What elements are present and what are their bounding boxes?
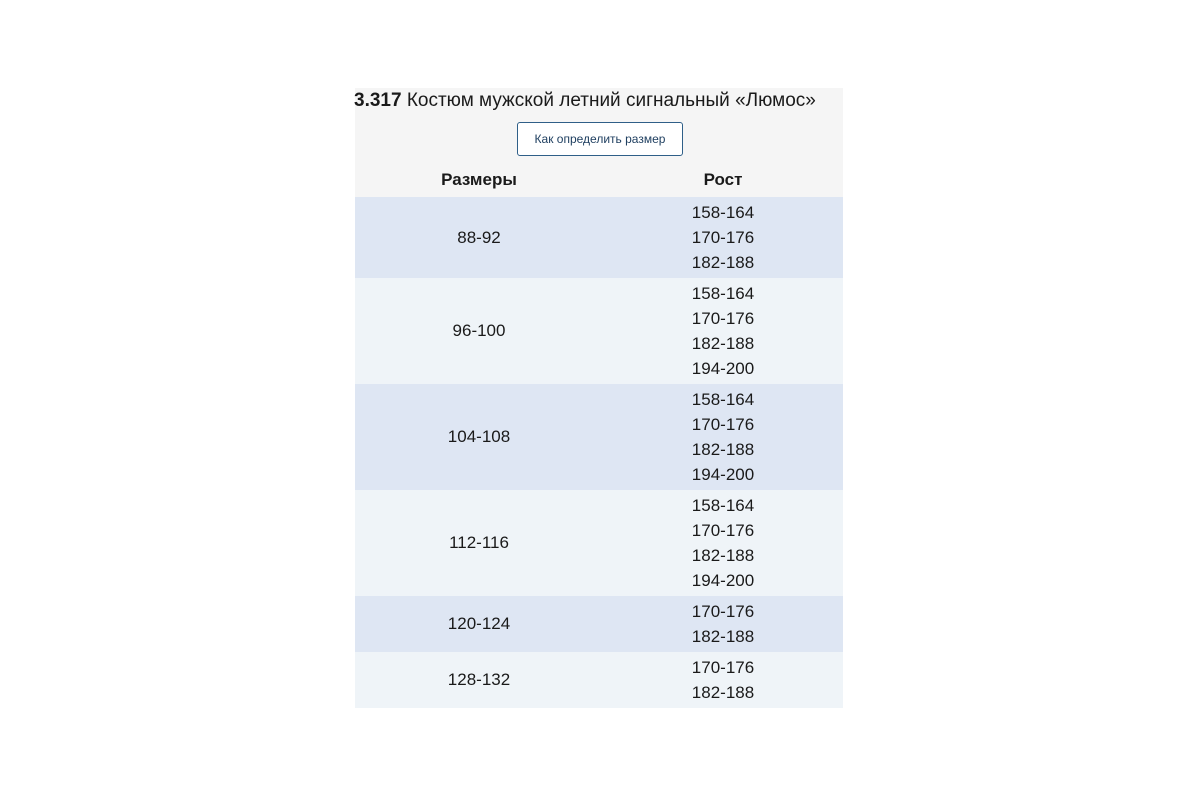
product-name: Костюм мужской летний сигнальный «Люмос»: [406, 90, 816, 111]
height-value: 182-188: [691, 683, 755, 702]
height-value: 170-176: [691, 309, 755, 328]
header-sizes: Размеры: [441, 169, 517, 189]
height-value: 158-164: [691, 496, 755, 515]
size-cell: 112-116: [449, 533, 509, 552]
height-value: 170-176: [691, 521, 755, 540]
height-value: 182-188: [691, 627, 755, 646]
table-header: [355, 162, 843, 197]
size-chart-panel: [355, 88, 843, 708]
height-value: 158-164: [691, 390, 755, 409]
header-height: Рост: [703, 169, 743, 189]
product-code: 3.317: [354, 90, 402, 111]
height-value: 182-188: [691, 253, 755, 272]
height-value: 194-200: [691, 571, 755, 590]
button-row: [355, 116, 843, 162]
product-title: [354, 88, 843, 116]
height-cell: [603, 197, 843, 278]
height-cell: [603, 490, 843, 596]
table-row: [355, 278, 843, 384]
height-value: 170-176: [691, 658, 755, 677]
height-value: 194-200: [691, 359, 755, 378]
table-row: [355, 197, 843, 278]
height-value: 194-200: [691, 465, 755, 484]
height-value: 182-188: [691, 440, 755, 459]
height-value: 170-176: [691, 228, 755, 247]
size-cell: 96-100: [452, 321, 506, 340]
table-row: [355, 384, 843, 490]
table-row: [355, 596, 843, 652]
table-row: [355, 652, 843, 708]
height-value: 182-188: [691, 334, 755, 353]
height-cell: [603, 278, 843, 384]
height-value: 182-188: [691, 546, 755, 565]
size-cell: 120-124: [447, 614, 511, 633]
size-cell: 128-132: [447, 670, 511, 689]
height-value: 158-164: [691, 284, 755, 303]
height-value: 158-164: [691, 203, 755, 222]
height-cell: [603, 384, 843, 490]
height-value: 170-176: [691, 602, 755, 621]
height-cell: [603, 652, 843, 708]
size-cell: 88-92: [457, 227, 501, 247]
height-value: 170-176: [691, 415, 755, 434]
how-to-determine-size-button[interactable]: Как определить размер: [517, 122, 683, 156]
size-cell: 104-108: [447, 427, 511, 446]
table-row: [355, 490, 843, 596]
height-cell: [603, 596, 843, 652]
